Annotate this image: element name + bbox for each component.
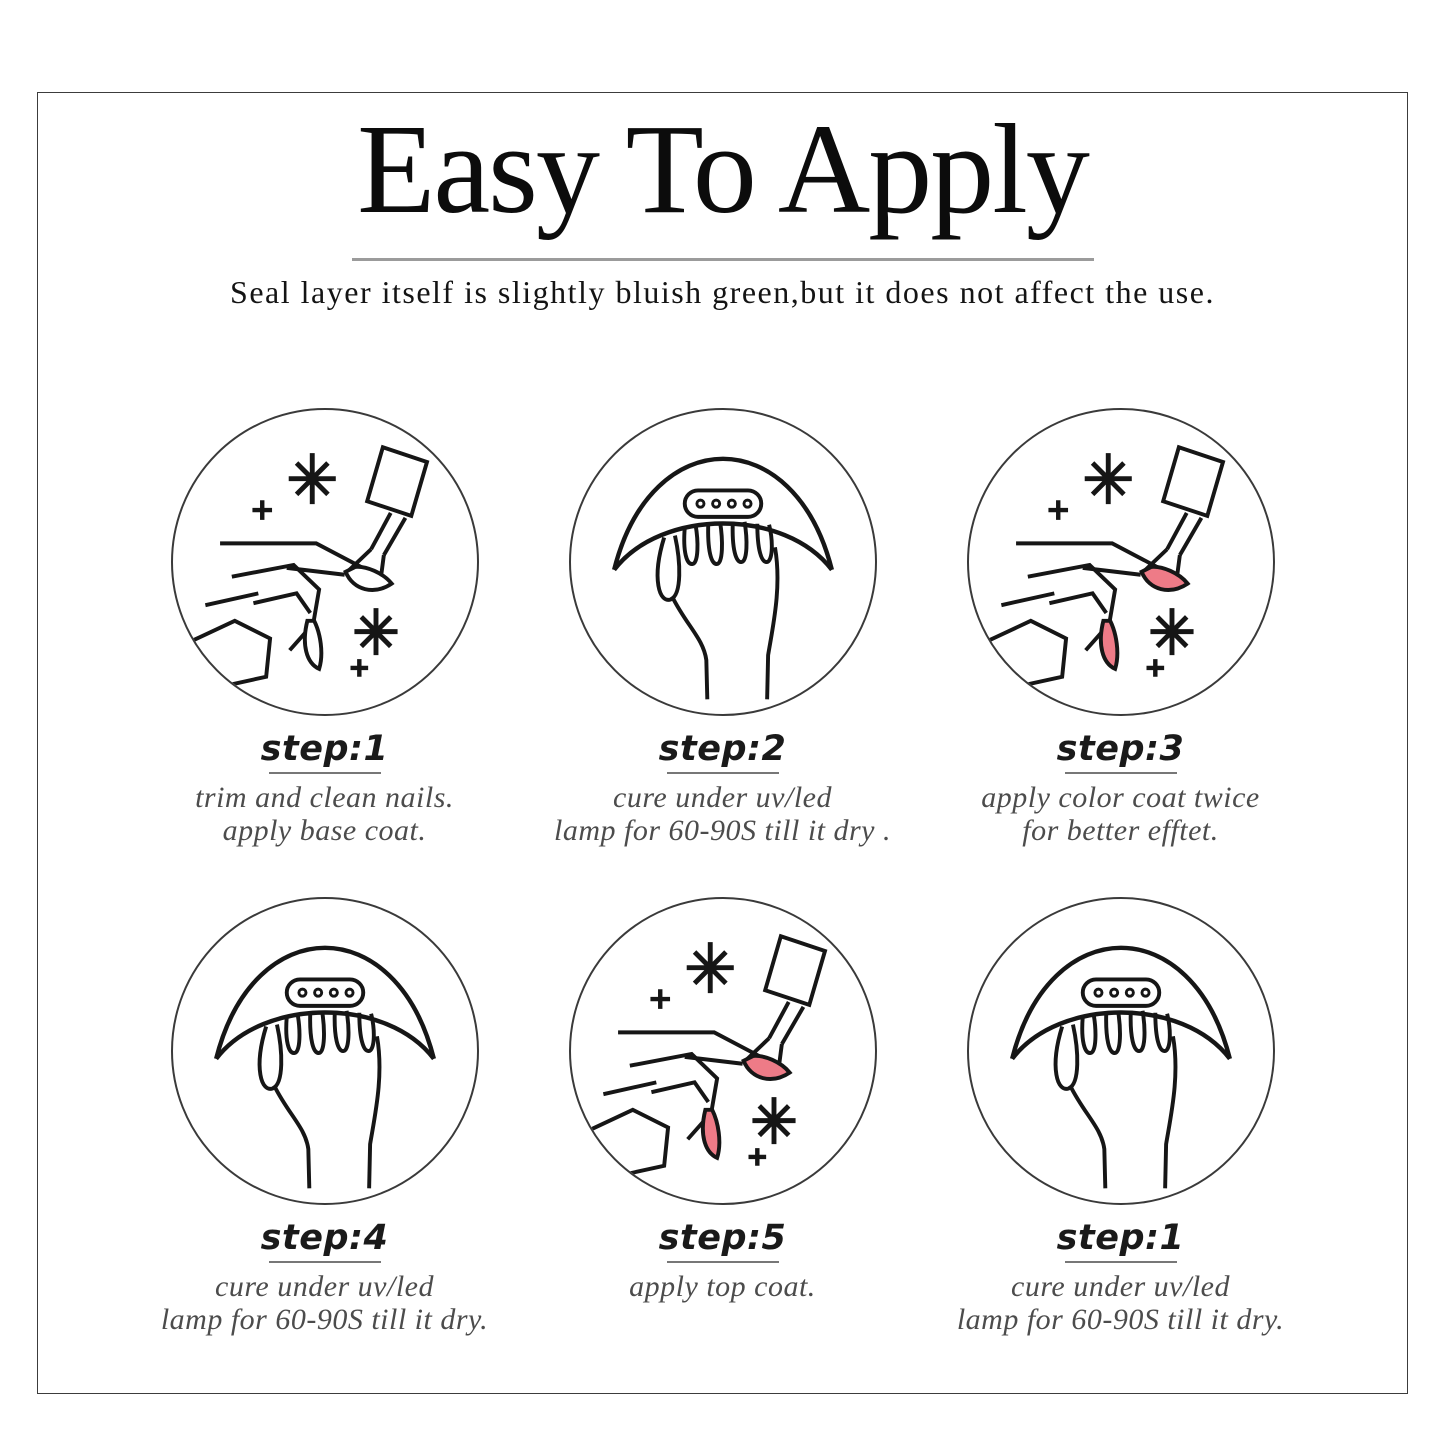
step-description-line-1: cure under uv/led [613,780,832,814]
uv-lamp-icon [173,899,477,1203]
subtitle: Seal layer itself is slightly bluish green,but it does not affect the use. [230,274,1215,310]
step-description-line-2: lamp for 60-90S till it dry. [160,1302,489,1336]
step-card-3 [936,408,1306,847]
step-card-2 [538,408,908,847]
step-card-4 [140,897,510,1336]
polish-brush-icon [571,899,875,1203]
steps-row-1 [0,408,1445,847]
step-5-illustration-circle [569,897,877,1205]
step-card-1 [140,408,510,847]
step-description-line-2: apply base coat. [222,813,427,847]
title-divider [352,258,1094,261]
step-label: step:5 [658,1218,787,1258]
step-label-underline [1065,772,1177,774]
step-3-illustration-circle [967,408,1275,716]
step-description-line-1: apply top coat. [629,1269,816,1303]
step-label-underline [269,1261,381,1263]
step-label: step:1 [1056,1218,1185,1258]
step-label: step:1 [260,729,389,769]
step-2-illustration-circle [569,408,877,716]
step-description [195,781,454,847]
step-6-illustration-circle [967,897,1275,1205]
uv-lamp-icon [969,899,1273,1203]
step-label-underline [667,1261,779,1263]
polish-brush-icon [173,410,477,714]
step-label: step:3 [1056,729,1185,769]
step-description [629,1270,816,1303]
steps-row-2 [0,897,1445,1336]
step-description-line-1: cure under uv/led [1011,1269,1230,1303]
step-description [981,781,1259,847]
step-description [161,1270,488,1336]
step-description-line-2: lamp for 60-90S till it dry. [956,1302,1285,1336]
step-label: step:2 [658,729,787,769]
step-description-line-1: apply color coat twice [981,780,1260,814]
step-label-underline [269,772,381,774]
step-description [957,1270,1284,1336]
step-4-illustration-circle [171,897,479,1205]
step-card-5 [538,897,908,1336]
step-description-line-2: lamp for 60-90S till it dry . [554,813,891,847]
step-card-6 [936,897,1306,1336]
step-label: step:4 [260,1218,389,1258]
step-label-underline [1065,1261,1177,1263]
step-description [554,781,891,847]
step-description-line-1: cure under uv/led [215,1269,434,1303]
polish-brush-icon [969,410,1273,714]
step-1-illustration-circle [171,408,479,716]
step-label-underline [667,772,779,774]
step-description-line-1: trim and clean nails. [195,780,454,814]
uv-lamp-icon [571,410,875,714]
page-title: Easy To Apply [357,98,1088,240]
step-description-line-2: for better efftet. [1022,813,1219,847]
